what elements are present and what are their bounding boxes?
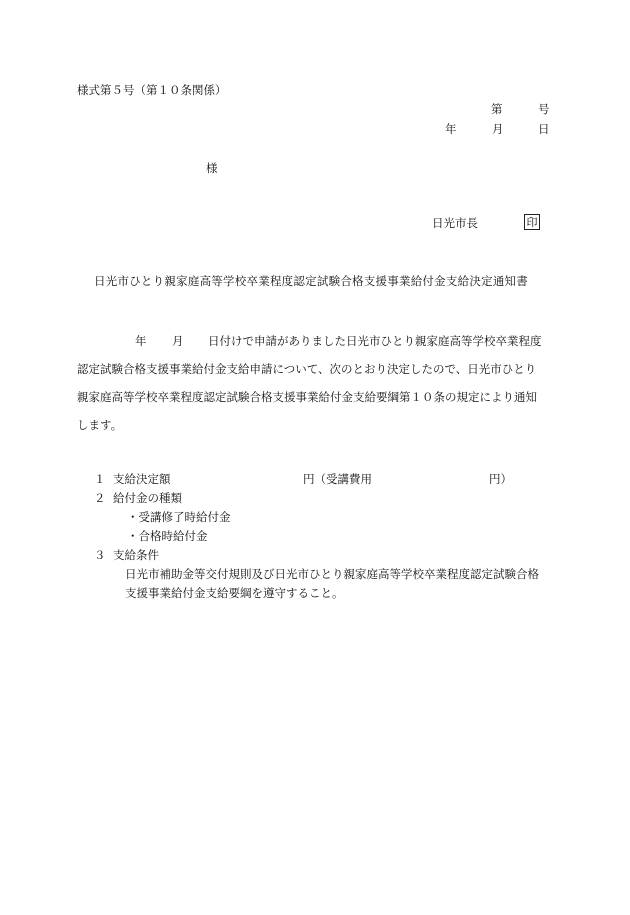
item-2-option-completion: ・受講修了時給付金 bbox=[127, 510, 231, 524]
item-1-label: 支給決定額 bbox=[113, 472, 171, 486]
item-3-number: ３ bbox=[94, 548, 106, 562]
document-number-prefix: 第 bbox=[491, 102, 503, 116]
addressee-honorific: 様 bbox=[206, 161, 218, 175]
item-1-yen-close: 円） bbox=[489, 472, 512, 486]
body-line-2: 認定試験合格支援事業給付金支給申請について、次のとおり決定したので、日光市ひとり bbox=[77, 362, 537, 376]
seal-icon: 印 bbox=[524, 214, 540, 230]
item-3-condition-line-2: 支援事業給付金支給要綱を遵守すること。 bbox=[125, 586, 344, 600]
date-month-label: 月 bbox=[492, 122, 504, 136]
item-1-number: １ bbox=[94, 472, 106, 486]
body-line-4: します。 bbox=[77, 418, 123, 432]
body-line-1: 日付けで申請がありました日光市ひとり親家庭高等学校卒業程度 bbox=[208, 334, 542, 348]
document-title: 日光市ひとり親家庭高等学校卒業程度認定試験合格支援事業給付金支給決定通知書 bbox=[94, 274, 529, 288]
form-label: 様式第５号（第１０条関係） bbox=[77, 83, 227, 97]
body-line-3: 親家庭高等学校卒業程度認定試験合格支援事業給付金支給要綱第１０条の規定により通知 bbox=[77, 390, 537, 404]
item-2-option-pass: ・合格時給付金 bbox=[127, 529, 208, 543]
date-year-label: 年 bbox=[445, 122, 457, 136]
item-2-label: 給付金の種類 bbox=[113, 491, 182, 505]
body-month-label: 月 bbox=[172, 334, 184, 348]
body-year-label: 年 bbox=[135, 334, 147, 348]
item-3-condition-line-1: 日光市補助金等交付規則及び日光市ひとり親家庭高等学校卒業程度認定試験合格 bbox=[125, 567, 539, 581]
document-number-suffix: 号 bbox=[538, 102, 550, 116]
issuer-name: 日光市長 bbox=[432, 216, 478, 230]
item-3-label: 支給条件 bbox=[113, 548, 159, 562]
item-1-yen-course-fee: 円（受講費用 bbox=[303, 472, 372, 486]
date-day-label: 日 bbox=[538, 122, 550, 136]
item-2-number: ２ bbox=[94, 491, 106, 505]
